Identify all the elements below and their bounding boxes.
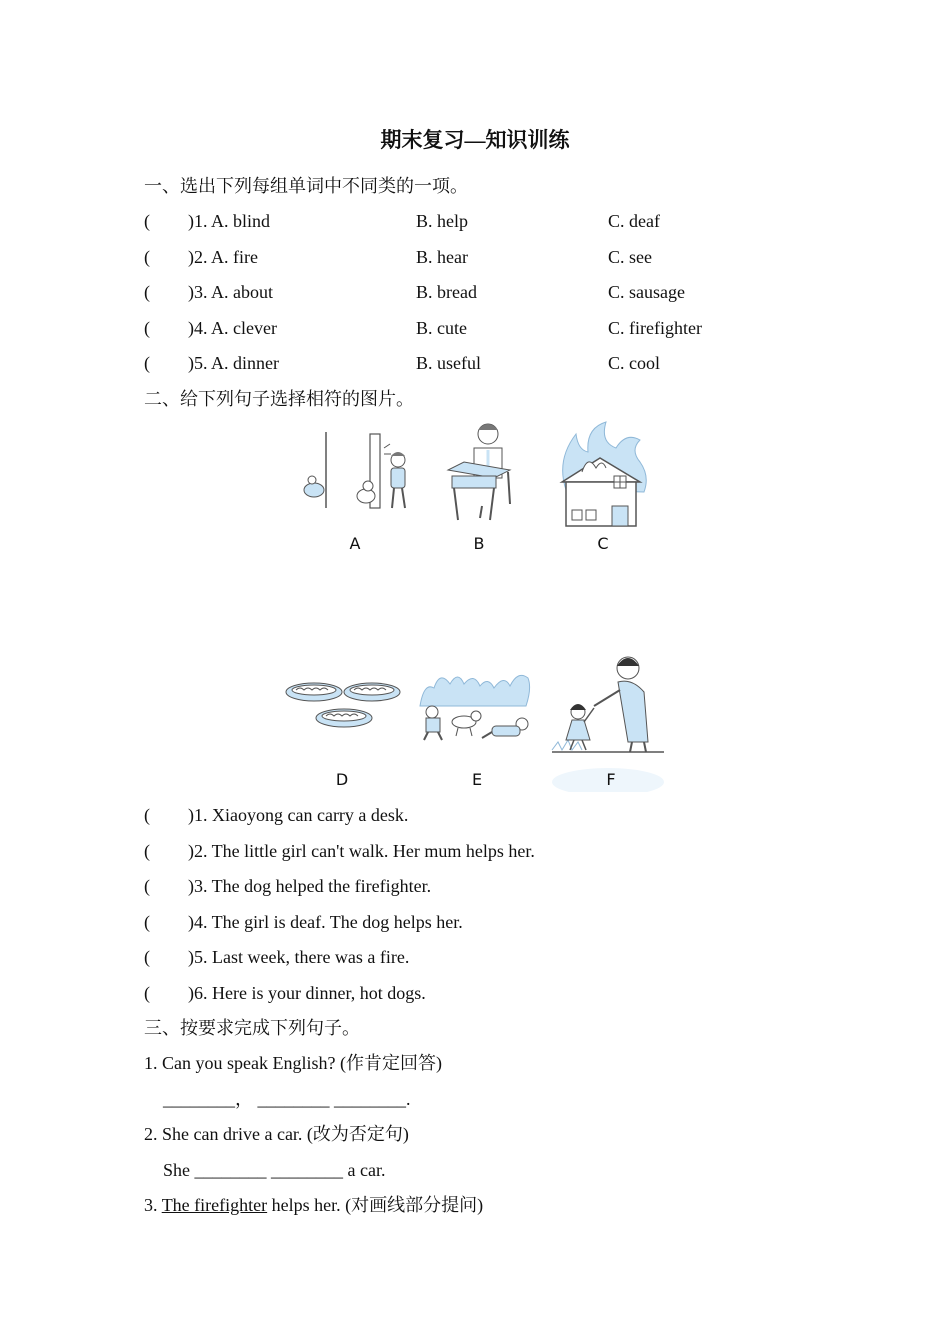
item-number: )5. <box>188 353 208 373</box>
picture-label-a: A <box>349 534 361 553</box>
picture-a-illustration <box>298 428 418 520</box>
answer-paren[interactable]: ( <box>144 805 150 825</box>
option-c: C. firefighter <box>608 318 702 338</box>
picture-label-e: E <box>471 770 483 789</box>
option-c: C. sausage <box>608 282 685 302</box>
option-b: B. help <box>416 211 468 231</box>
answer-paren[interactable]: ( <box>144 211 150 231</box>
item-number: )2. <box>188 247 208 267</box>
option-a: A. dinner <box>211 353 279 373</box>
option-a: A. clever <box>211 318 277 338</box>
picture-e-illustration <box>418 666 536 742</box>
answer-paren[interactable]: ( <box>144 318 150 338</box>
picture-label-b: B <box>473 534 485 553</box>
s3-question-3 <box>144 1193 483 1217</box>
s3-question-1: 1. Can you speak English? (作肯定回答) <box>144 1053 442 1073</box>
picture-c-illustration <box>556 420 652 528</box>
sentence-text: )2. The little girl can't walk. Her mum helps her. <box>188 841 535 861</box>
answer-paren[interactable]: ( <box>144 353 150 373</box>
section2-heading: 二、给下列句子选择相符的图片。 <box>144 389 414 409</box>
picture-label-d: D <box>335 770 349 789</box>
s2-item-3 <box>144 874 431 898</box>
option-b: B. cute <box>416 318 467 338</box>
picture-label-f: F <box>606 770 616 789</box>
s2-item-5 <box>144 945 409 969</box>
question-rest: helps her. (对画线部分提问) <box>267 1195 484 1215</box>
s2-item-6 <box>144 981 426 1005</box>
item-number: )1. <box>188 211 208 231</box>
section1-heading: 一、选出下列每组单词中不同类的一项。 <box>144 176 468 196</box>
sentence-text: )3. The dog helped the firefighter. <box>188 876 432 896</box>
section3-heading: 三、按要求完成下列句子。 <box>144 1018 360 1038</box>
picture-label-c: C <box>597 534 609 553</box>
sentence-text: )6. Here is your dinner, hot dogs. <box>188 983 426 1003</box>
s2-item-4 <box>144 910 463 934</box>
sentence-text: )4. The girl is deaf. The dog helps her. <box>188 912 463 932</box>
option-a: A. about <box>211 282 274 302</box>
item-number: )3. <box>188 282 208 302</box>
sentence-text: )1. Xiaoyong can carry a desk. <box>188 805 409 825</box>
s1-item-5 <box>144 351 660 375</box>
option-a: A. fire <box>211 247 258 267</box>
option-b: B. hear <box>416 247 468 267</box>
page-title: 期末复习—知识训练 <box>380 128 570 152</box>
answer-paren[interactable]: ( <box>144 876 150 896</box>
underlined-phrase: The firefighter <box>161 1195 268 1215</box>
option-a: A. blind <box>211 211 271 231</box>
option-c: C. deaf <box>608 211 660 231</box>
answer-paren[interactable]: ( <box>144 282 150 302</box>
s1-item-1 <box>144 209 660 233</box>
sentence-text: )5. Last week, there was a fire. <box>188 947 410 967</box>
s2-item-1 <box>144 803 408 827</box>
s3-answer-1-blanks[interactable]: ________， ________ ________. <box>163 1089 411 1109</box>
s2-item-2 <box>144 839 535 863</box>
item-number: )4. <box>188 318 208 338</box>
option-b: B. useful <box>416 353 481 373</box>
answer-paren[interactable]: ( <box>144 247 150 267</box>
answer-paren[interactable]: ( <box>144 841 150 861</box>
option-c: C. see <box>608 247 652 267</box>
question-number: 3. <box>144 1195 162 1215</box>
s1-item-4 <box>144 316 702 340</box>
picture-b-illustration <box>444 420 518 524</box>
answer-paren[interactable]: ( <box>144 983 150 1003</box>
s1-item-3 <box>144 280 685 304</box>
option-b: B. bread <box>416 282 477 302</box>
option-c: C. cool <box>608 353 660 373</box>
s3-question-2: 2. She can drive a car. (改为否定句) <box>144 1124 409 1144</box>
answer-paren[interactable]: ( <box>144 912 150 932</box>
s3-answer-2-blanks[interactable]: She ________ ________ a car. <box>163 1160 386 1180</box>
answer-paren[interactable]: ( <box>144 947 150 967</box>
s1-item-2 <box>144 245 652 269</box>
picture-d-illustration <box>284 676 402 736</box>
